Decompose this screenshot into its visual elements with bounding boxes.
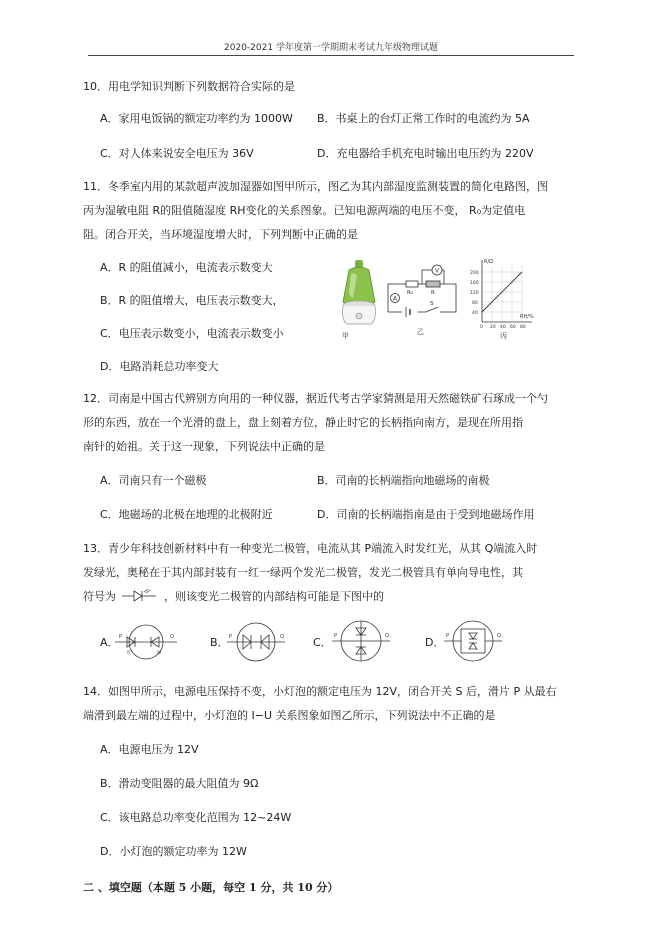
r0-label: R₀ <box>407 290 414 296</box>
graph-y-axis-label: R/Ω <box>484 259 493 265</box>
q13-stem-line1: 13．青少年科技创新材料中有一种变光二极管，电流从其 P端流入时发红光，从其 Q端流入时 <box>83 542 538 555</box>
terminal-p-label: P <box>334 633 338 639</box>
graph-y-tick: 120 <box>470 291 479 296</box>
graph-y-tick: 200 <box>470 271 479 276</box>
terminal-p-label: P <box>119 634 123 640</box>
graph-x-tick: 80 <box>520 325 526 330</box>
terminal-q-label: Q <box>170 634 174 640</box>
terminal-q-label: Q <box>385 633 389 639</box>
q13-option-a-circuit <box>115 622 177 662</box>
q13-option-d: D． <box>425 636 445 649</box>
q14-stem-line1: 14．如图甲所示，电源电压保持不变，小灯泡的额定电压为 12V，闭合开关 S 后，滑片 P 从最右 <box>83 685 557 698</box>
graph-x-tick: 40 <box>500 325 506 330</box>
q10-option-a: A．家用电饭锅的额定功率约为 1000W <box>100 112 293 125</box>
green-label: 绿 <box>157 651 162 656</box>
q11-stem-line1: 11．冬季室内用的某款超声波加湿器如图甲所示，图乙为其内部湿度监测装置的简化电路图，图 <box>83 180 548 193</box>
q13-stem-line3b: ，则该变光二极管的内部结构可能是下图中的 <box>164 590 384 603</box>
q12-option-b: B．司南的长柄端指向地磁场的南极 <box>317 474 490 487</box>
graph-x-axis-label: RH/% <box>520 314 534 320</box>
q13-option-c-circuit <box>330 618 392 664</box>
q13-option-c: C． <box>313 636 332 649</box>
q14-option-a: A．电源电压为 12V <box>100 743 199 756</box>
q11-option-a: A．R 的阻值减小，电流表示数变大 <box>100 261 273 274</box>
q10-stem: 10．用电学知识判断下列数据符合实际的是 <box>83 80 295 93</box>
graph-y-tick: 160 <box>470 281 479 286</box>
q11-option-d: D．电路消耗总功率变大 <box>100 360 219 373</box>
header-rule <box>88 55 574 56</box>
r-rh-graph-figure <box>468 256 538 342</box>
graph-x-tick: 0 <box>480 325 483 330</box>
q12-option-d: D．司南的长柄端指南是由于受到地磁场作用 <box>317 508 535 521</box>
humidity-resistor <box>426 281 440 287</box>
q12-option-c: C．地磁场的北极在地理的北极附近 <box>100 508 273 521</box>
q13-option-d-circuit <box>442 618 504 664</box>
q12-stem-line3: 南针的始祖。关于这一现象，下列说法中正确的是 <box>83 440 325 453</box>
q13-stem-line3a: 符号为 <box>83 590 116 603</box>
red-label: 红 <box>127 651 132 656</box>
ammeter-label: A <box>393 295 398 303</box>
diode-symbol-icon <box>120 588 160 604</box>
graph-x-tick: 20 <box>490 325 496 330</box>
q14-stem-line2: 端滑到最左端的过程中，小灯泡的 I−U 关系图象如图乙所示，下列说法中不正确的是 <box>83 709 496 722</box>
switch-label: S <box>430 301 434 307</box>
page-header: 2020-2021 学年度第一学期期末考试九年级物理试题 <box>224 43 438 53</box>
q10-option-d: D．充电器给手机充电时输出电压约为 220V <box>317 147 534 160</box>
humidity-circuit-figure <box>382 262 462 340</box>
q14-option-b: B．滑动变阻器的最大阻值为 9Ω <box>100 777 259 790</box>
terminal-p-label: P <box>446 633 450 639</box>
q12-option-a: A．司南只有一个磁极 <box>100 474 207 487</box>
q11-stem-line2: 丙为湿敏电阻 R的阻值随湿度 RH变化的关系图象。已知电源两端的电压不变， R₀为定值电 <box>83 204 526 217</box>
q13-option-b-circuit <box>225 620 287 664</box>
q13-stem-line2: 发绿光，奥秘在于其内部封装有一红一绿两个发光二极管，发光二极管具有单向导电性，其 <box>83 566 523 579</box>
terminal-q-label: Q <box>497 633 501 639</box>
fig-label-bing: 丙 <box>500 332 507 340</box>
q11-stem-line3: 阻。闭合开关，当环境湿度增大时，下列判断中正确的是 <box>83 228 358 241</box>
q12-stem-line2: 形的东西，放在一个光滑的盘上，盘上刻着方位，静止时它的长柄指向南方，是现在所用指 <box>83 416 523 429</box>
q10-option-b: B．书桌上的台灯正常工作时的电流约为 5A <box>317 112 530 125</box>
q13-option-a: A． <box>100 636 119 649</box>
terminal-q-label: Q <box>280 634 284 640</box>
graph-x-tick: 60 <box>510 325 516 330</box>
graph-y-tick: 80 <box>472 301 478 306</box>
q11-option-c: C．电压表示数变小，电流表示数变小 <box>100 327 284 340</box>
q13-option-b: B． <box>210 636 229 649</box>
q14-option-c: C．该电路总功率变化范围为 12~24W <box>100 811 292 824</box>
graph-y-tick: 40 <box>472 311 478 316</box>
q10-option-c: C．对人体来说安全电压为 36V <box>100 147 254 160</box>
voltmeter-label: V <box>435 267 440 275</box>
q14-option-d: D．小灯泡的额定功率为 12W <box>100 845 247 858</box>
r0-resistor <box>406 281 418 287</box>
humidifier-figure <box>335 258 383 342</box>
fig-label-jia: 甲 <box>342 332 349 340</box>
terminal-p-label: P <box>229 634 233 640</box>
q12-stem-line1: 12．司南是中国古代辨别方向用的一种仪器，据近代考古学家猜测是用天然磁铁矿石琢成一个勺 <box>83 392 548 405</box>
q11-option-b: B．R 的阻值增大，电压表示数变大， <box>100 294 284 307</box>
fig-label-yi: 乙 <box>417 328 424 336</box>
r-label: R <box>431 290 435 296</box>
section-two-title: 二 、填空题（本题 5 小题，每空 1 分，共 10 分） <box>83 881 339 894</box>
